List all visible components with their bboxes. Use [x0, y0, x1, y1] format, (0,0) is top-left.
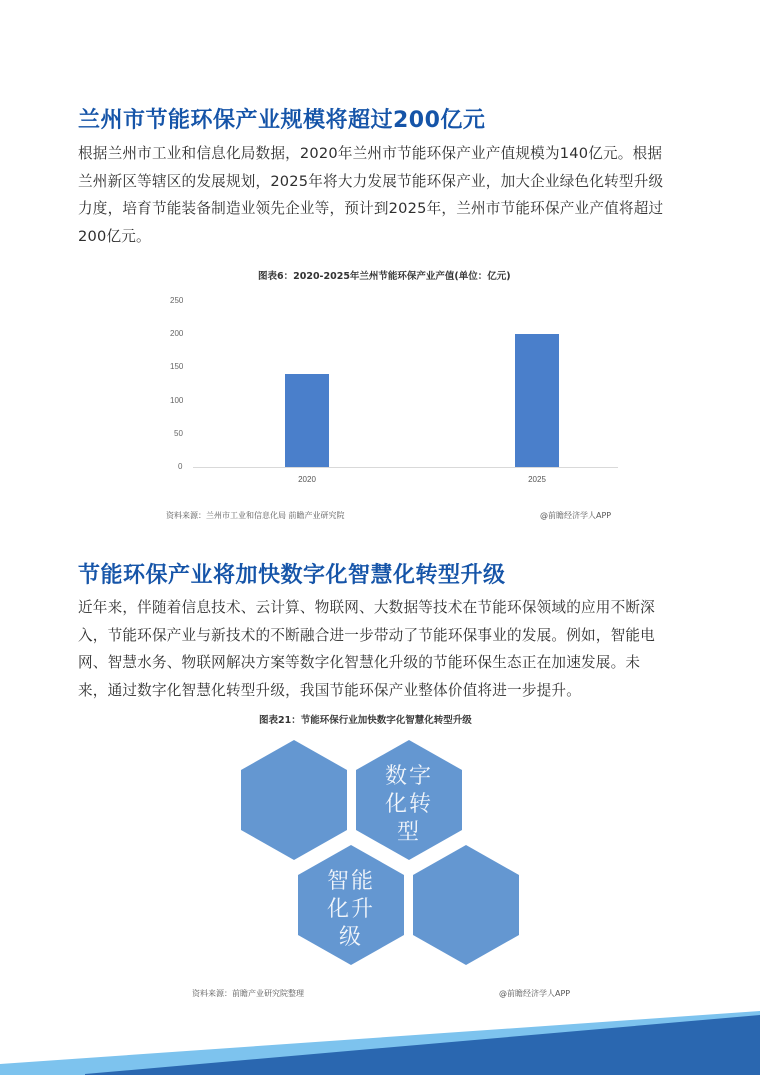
paragraph-line: 网、智慧水务、物联网解决方案等数字化智慧化升级的节能环保生态正在加速发展。未: [78, 654, 641, 671]
chart-credit: @前瞻经济学人APP: [540, 511, 612, 520]
paragraph-line: 来，通过数字化智慧化转型升级，我国节能环保产业整体价值将进一步提升。: [78, 681, 581, 699]
y-tick: 50: [174, 429, 183, 438]
y-tick: 0: [178, 462, 183, 471]
diagram-credit: @前瞻经济学人APP: [499, 989, 571, 998]
section-title-digital: 节能环保产业将加快数字化智慧化转型升级: [78, 563, 506, 588]
footer-dark-band: [85, 1015, 760, 1075]
diagram-source: 资料来源：前瞻产业研究院整理: [192, 989, 304, 998]
paragraph-line: 近年来，伴随着信息技术、云计算、物联网、大数据等技术在节能环保领域的应用不断深: [78, 599, 655, 616]
y-tick: 250: [170, 296, 184, 305]
paragraph-line: 根据兰州市工业和信息化局数据，2020年兰州市节能环保产业产值规模为140亿元。根据: [78, 145, 663, 162]
y-tick: 100: [170, 396, 184, 405]
paragraph-line: 入，节能环保产业与新技术的不断融合进一步带动了节能环保事业的发展。例如，智能电: [78, 626, 655, 644]
diagram-title: 图表21：节能环保行业加快数字化智慧化转型升级: [259, 715, 472, 726]
chart-source: 资料来源：兰州市工业和信息化局 前瞻产业研究院: [166, 511, 345, 520]
hexagon-label-digital: 数字 化转 型: [384, 764, 433, 845]
chart-title: 图表6：2020-2025年兰州节能环保产业产值(单位：亿元): [258, 271, 511, 282]
hexagon-label-intelligent: 智能 化升 级: [326, 869, 375, 950]
paragraph-line: 200亿元。: [78, 227, 151, 245]
y-tick: 200: [170, 329, 184, 338]
section-title-scale: 兰州市节能环保产业规模将超过200亿元: [78, 108, 486, 133]
x-label: 2020: [298, 475, 316, 484]
x-label: 2025: [528, 475, 546, 484]
paragraph-line: 力度，培育节能装备制造业领先企业等，预计到2025年，兰州市节能环保产业产值将超过: [78, 200, 664, 217]
y-tick: 150: [170, 362, 184, 371]
paragraph-line: 兰州新区等辖区的发展规划，2025年将大力发展节能环保产业，加大企业绿色化转型升级: [78, 172, 664, 190]
